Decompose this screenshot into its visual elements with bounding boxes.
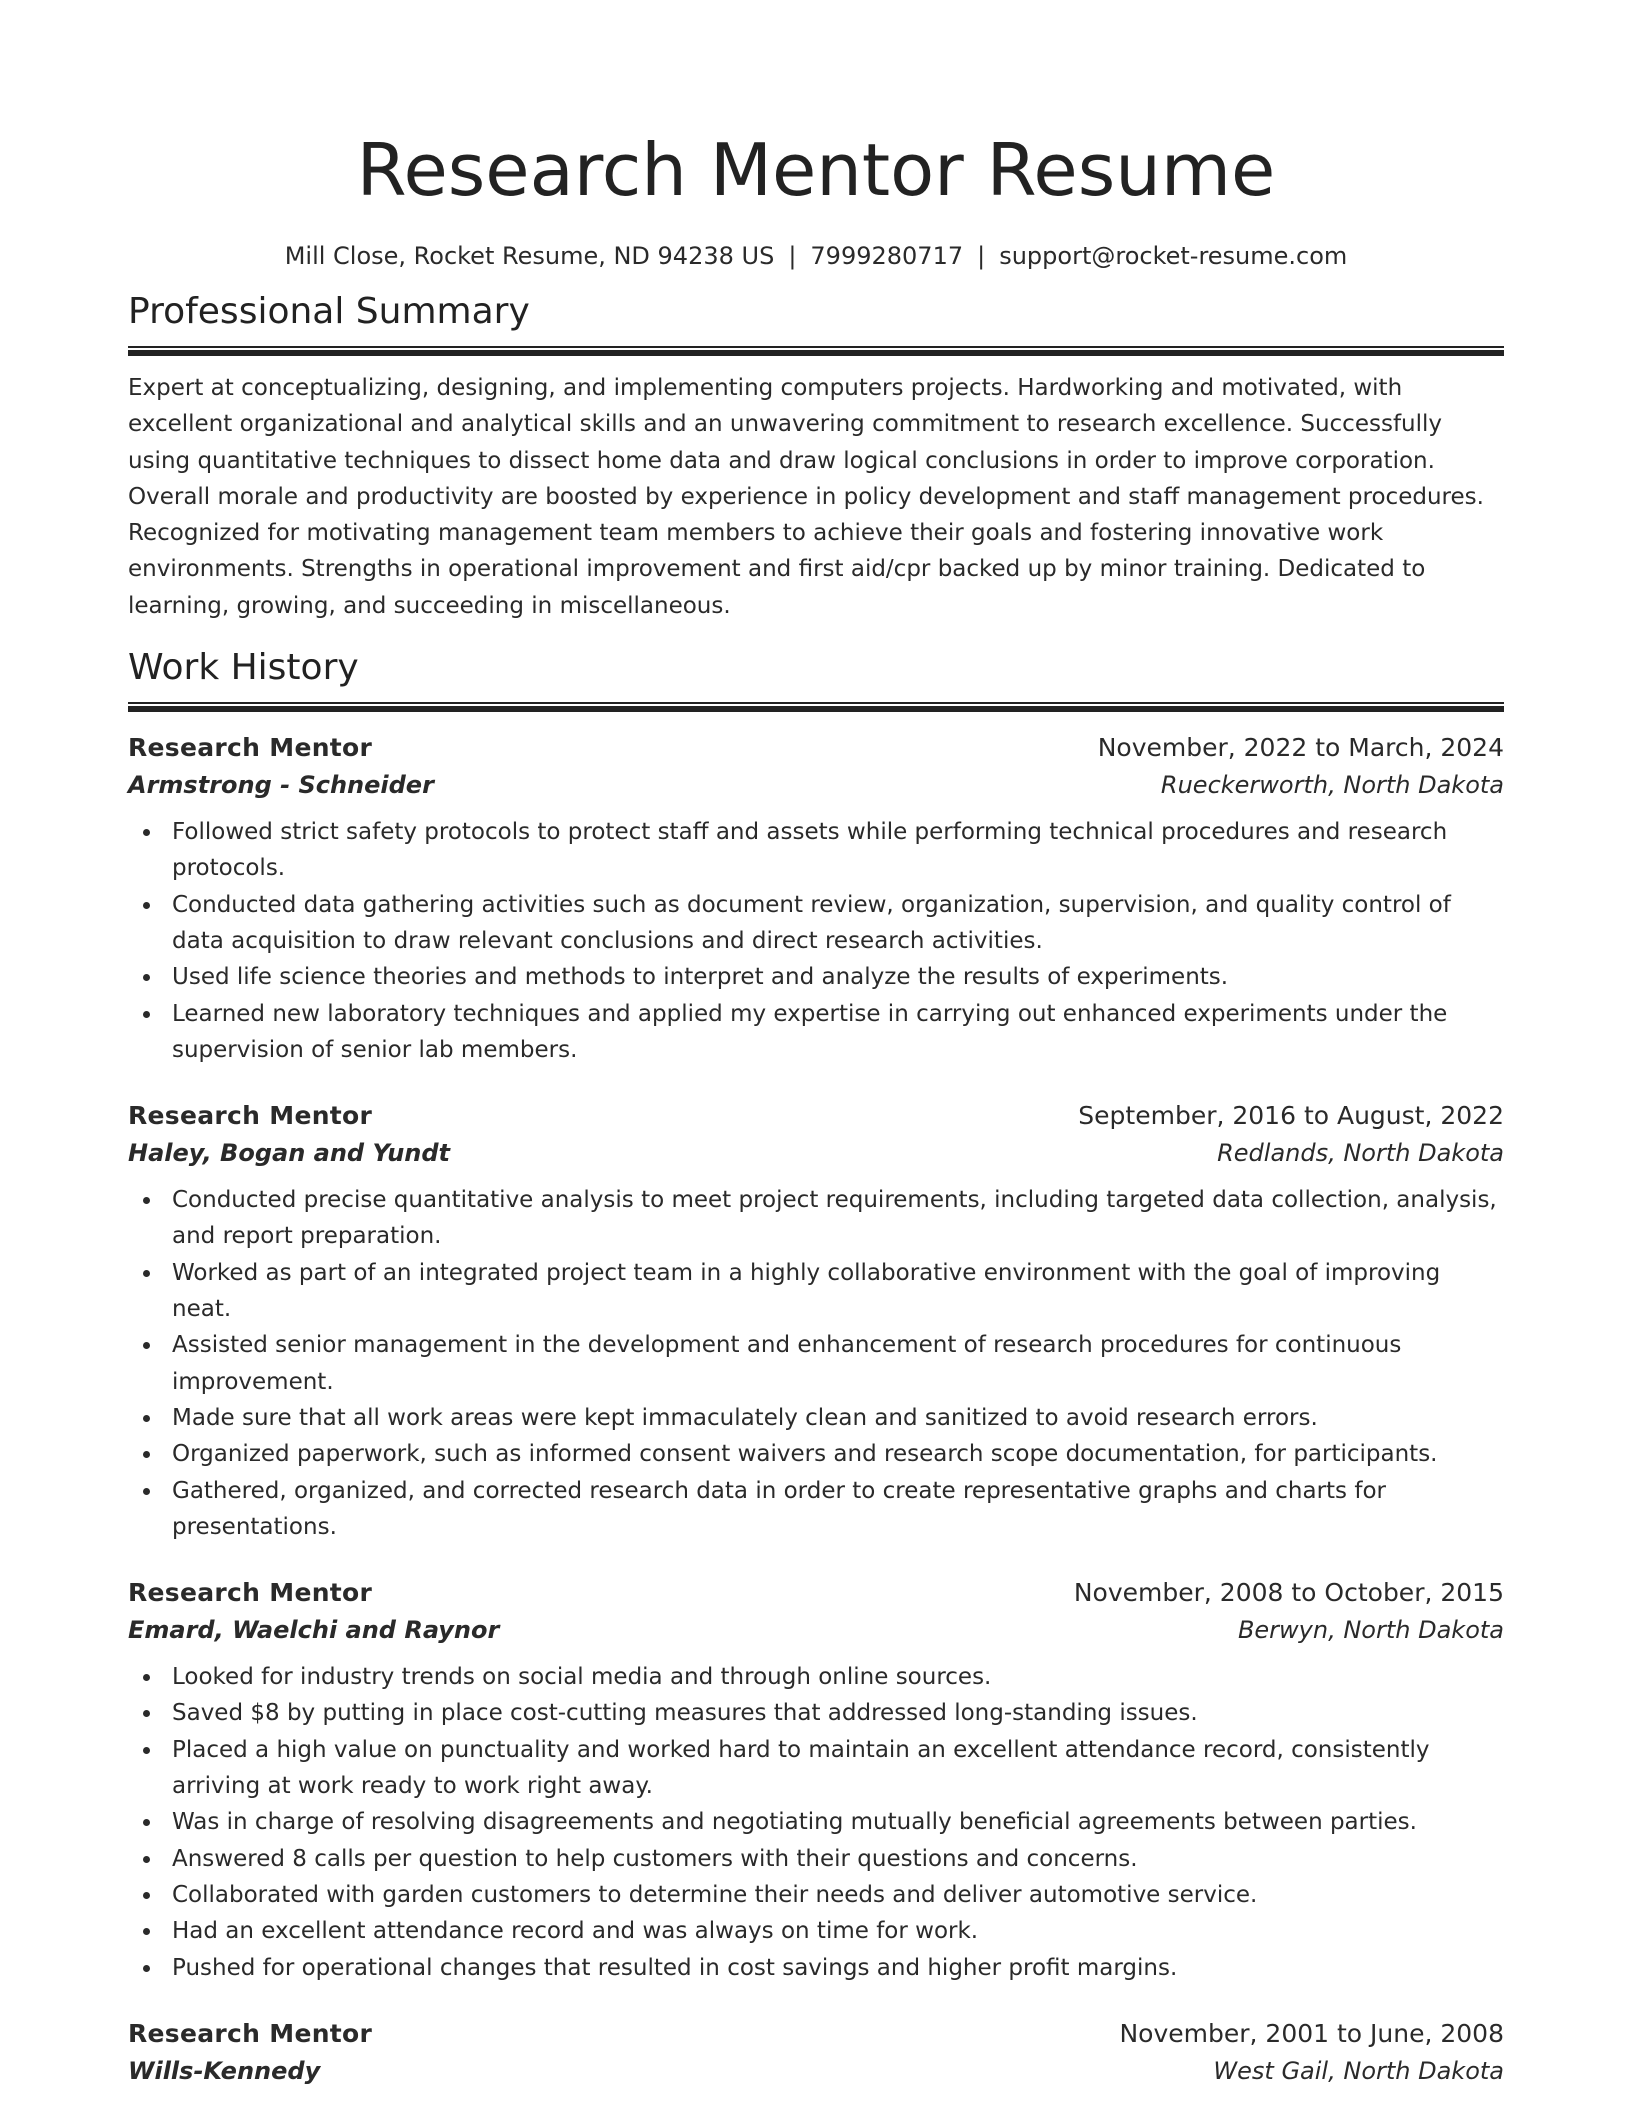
job-company: Haley, Bogan and Yundt [128,1139,451,1168]
contact-separator: | [788,242,797,270]
job-bullet: Looked for industry trends on social media and through online sources. [128,1659,1504,1695]
contact-address: Mill Close, Rocket Resume, ND 94238 US [284,242,775,270]
section-heading-summary: Professional Summary [128,291,530,332]
job-bullet: Used life science theories and methods to interpret and analyze the results of experiments. [128,959,1504,995]
job-bullet: Answered 8 calls per question to help customers with their questions and concerns. [128,1841,1504,1877]
job-dates: November, 2001 to June, 2008 [1119,2018,1504,2048]
job-company: Emard, Waelchi and Raynor [128,1616,500,1645]
job-entry [128,1098,1504,1545]
contact-phone: 7999280717 [810,242,964,270]
work-history-section [128,644,1504,2090]
job-location: Redlands, North Dakota [1217,1139,1504,1168]
job-title: Research Mentor [128,2018,373,2048]
job-dates: November, 2008 to October, 2015 [1073,1578,1504,1608]
contact-line [128,240,1504,272]
job-bullet: Organized paperwork, such as informed consent waivers and research scope documentation, for participants. [128,1436,1504,1472]
job-title: Research Mentor [128,733,373,763]
job-bullets [128,814,1504,1068]
professional-summary-section [128,288,1504,624]
job-bullet: Collaborated with garden customers to determine their needs and deliver automotive service. [128,1877,1504,1913]
contact-email: support@rocket-resume.com [999,242,1348,270]
page-title: Research Mentor Resume [356,128,1276,212]
section-divider [128,702,1504,712]
job-company: Wills-Kennedy [128,2056,321,2085]
job-bullet: Followed strict safety protocols to protect staff and assets while performing technical procedures and research protocols. [128,814,1504,887]
job-bullet: Assisted senior management in the development and enhancement of research procedures for continuous improvement. [128,1327,1504,1400]
job-bullet: Conducted precise quantitative analysis to meet project requirements, including targeted data collection, analysis, and report preparation. [128,1182,1504,1255]
job-bullet: Made sure that all work areas were kept immaculately clean and sanitized to avoid research errors. [128,1400,1504,1436]
job-bullets [128,1659,1504,1986]
job-location: West Gail, North Dakota [1213,2056,1504,2085]
job-bullet: Pushed for operational changes that resulted in cost savings and higher profit margins. [128,1950,1504,1986]
job-dates: November, 2022 to March, 2024 [1097,733,1504,763]
job-bullet: Gathered, organized, and corrected research data in order to create representative graphs and charts for presentations. [128,1473,1504,1546]
job-bullet: Worked as part of an integrated project team in a highly collaborative environment with the goal of improving neat. [128,1255,1504,1328]
job-location: Rueckerworth, North Dakota [1160,771,1504,800]
job-entry [128,1575,1504,1986]
section-heading-work-history: Work History [128,647,359,689]
job-location: Berwyn, North Dakota [1237,1616,1504,1645]
job-entry [128,2016,1504,2090]
job-bullets [128,1182,1504,1545]
contact-separator: | [977,242,986,270]
job-company: Armstrong - Schneider [128,771,434,800]
job-title: Research Mentor [128,1578,373,1608]
section-divider [128,346,1504,356]
job-entry [128,730,1504,1068]
job-bullet: Saved $8 by putting in place cost-cutting measures that addressed long-standing issues. [128,1695,1504,1731]
job-dates: September, 2016 to August, 2022 [1078,1101,1504,1131]
summary-text: Expert at conceptualizing, designing, and implementing computers projects. Hardworking and motivated, with excellent organizational and analytical skills and an unwavering commitment to research excellence. Successfully using quantitative techniques to dissect home data and draw logical conclusions in order to improve corporation. Overall morale and productivity are boosted by experience in policy development and staff management procedures. Recognized for motivating management team members to achieve their goals and fostering innovative work environments. Strengths in operational improvement and first aid/cpr backed up by minor training. Dedicated to learning, growing, and succeeding in miscellaneous. [128,375,1484,619]
job-bullet: Placed a high value on punctuality and worked hard to maintain an excellent attendance record, consistently arriving at work ready to work right away. [128,1732,1504,1805]
job-bullet: Conducted data gathering activities such as document review, organization, supervision, and quality control of data acquisition to draw relevant conclusions and direct research activities. [128,887,1504,960]
job-bullet: Was in charge of resolving disagreements and negotiating mutually beneficial agreements between parties. [128,1804,1504,1840]
job-bullet: Had an excellent attendance record and was always on time for work. [128,1913,1504,1949]
job-bullet: Learned new laboratory techniques and applied my expertise in carrying out enhanced experiments under the supervision of senior lab members. [128,996,1504,1069]
job-title: Research Mentor [128,1101,373,1131]
